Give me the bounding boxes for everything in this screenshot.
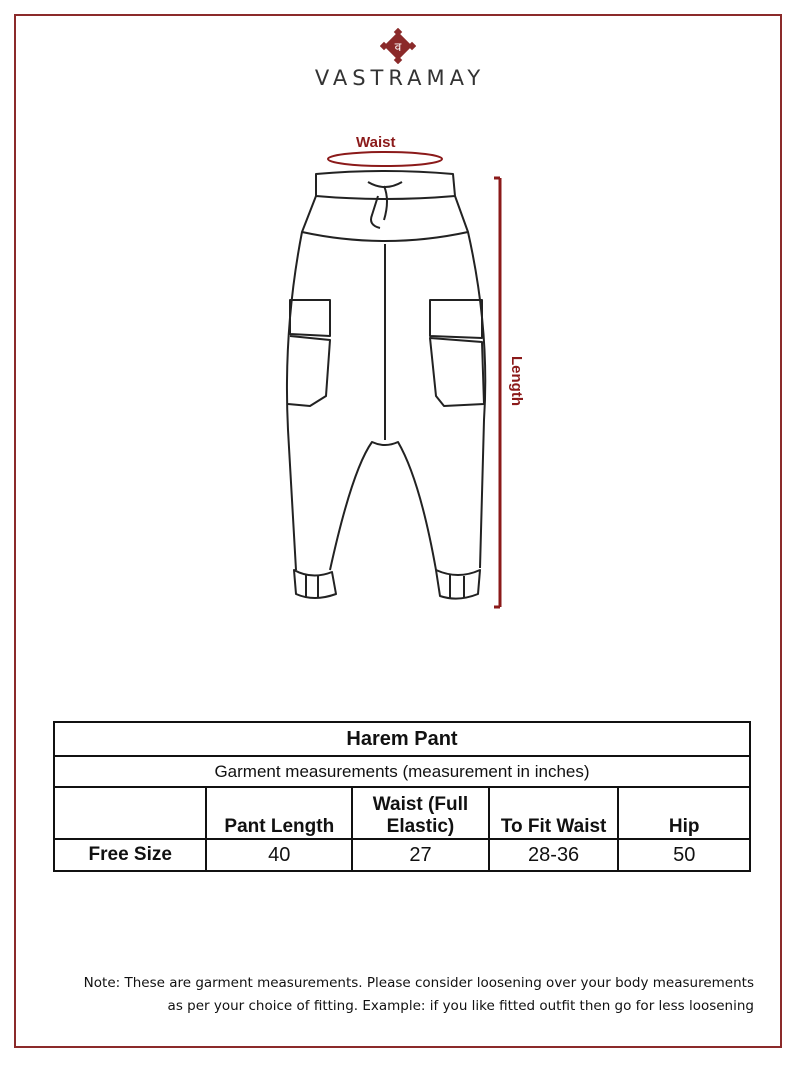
table-header-row bbox=[54, 787, 750, 839]
length-indicator bbox=[494, 178, 500, 607]
brand-name: VASTRAMAY bbox=[314, 66, 486, 90]
table-title: Harem Pant bbox=[54, 722, 750, 756]
header-to-fit-waist: To Fit Waist bbox=[489, 787, 619, 839]
length-label: Length bbox=[508, 356, 525, 406]
header-pant-length: Pant Length bbox=[206, 787, 352, 839]
size-chart-table bbox=[53, 721, 751, 872]
to-fit-waist-value: 28-36 bbox=[489, 839, 619, 871]
svg-text:व: व bbox=[394, 40, 402, 54]
note-line-2: as per your choice of fitting. Example: if you like fitted outfit then go for less loosening bbox=[167, 998, 754, 1014]
vastramay-diamond-logo-icon bbox=[380, 28, 416, 64]
table-row bbox=[54, 839, 750, 871]
waist-label: Waist bbox=[356, 134, 396, 151]
header-waist-full-elastic: Waist (Full Elastic) bbox=[352, 787, 489, 839]
fit-note bbox=[14, 972, 754, 1018]
header-hip: Hip bbox=[618, 787, 750, 839]
table-subtitle: Garment measurements (measurement in inches) bbox=[54, 756, 750, 787]
size-label: Free Size bbox=[54, 839, 206, 871]
header-size bbox=[54, 787, 206, 839]
pant-length-value: 40 bbox=[206, 839, 352, 871]
note-line-1: Note: These are garment measurements. Please consider loosening over your body measurements bbox=[83, 975, 754, 991]
waist-value: 27 bbox=[352, 839, 489, 871]
hip-value: 50 bbox=[618, 839, 750, 871]
waist-indicator bbox=[328, 152, 442, 166]
harem-pant-sketch-icon bbox=[270, 130, 540, 640]
